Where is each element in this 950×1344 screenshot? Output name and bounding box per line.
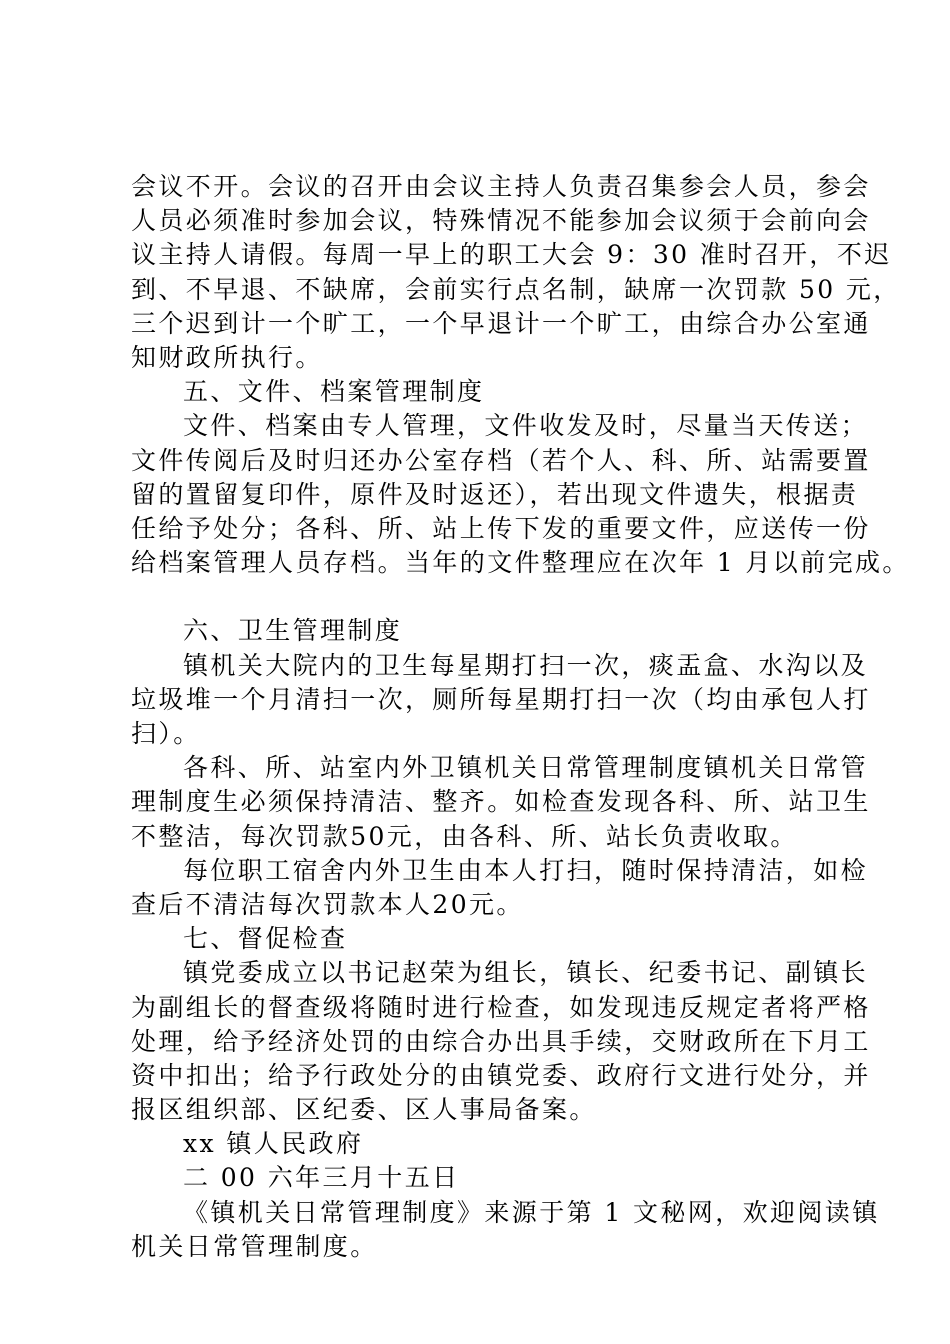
source-note-line: 机关日常管理制度。 — [131, 1231, 378, 1261]
section-heading-files: 五、文件、档案管理制度 — [183, 377, 485, 407]
paragraph-line: 理制度生必须保持清洁、整齐。如检查发现各科、所、站卫生 — [131, 787, 871, 817]
paragraph-line: 知财政所执行。 — [131, 342, 323, 372]
blank-line — [131, 580, 851, 614]
paragraph-line: 人员必须准时参加会议，特殊情况不能参加会议须于会前向会 — [131, 206, 871, 236]
paragraph-line: 文件、档案由专人管理，文件收发及时，尽量当天传送； — [183, 411, 869, 441]
paragraph-line: 到、不早退、不缺席，会前实行点名制，缺席一次罚款 50 元， — [131, 274, 901, 304]
paragraph-line: 为副组长的督查级将随时进行检查，如发现违反规定者将严格 — [131, 992, 871, 1022]
issuer-name: xx 镇人民政府 — [183, 1129, 364, 1159]
paragraph-line: 三个迟到计一个旷工，一个早退计一个旷工，由综合办公室通 — [131, 308, 871, 338]
paragraph-line: 处理，给予经济处罚的由综合办出具手续，交财政所在下月工 — [131, 1026, 871, 1056]
paragraph-line: 议主持人请假。每周一早上的职工大会 9：30 准时召开，不迟 — [131, 240, 892, 270]
paragraph-line: 任给予处分；各科、所、站上传下发的重要文件，应送传一份 — [131, 513, 871, 543]
paragraph-line: 报区组织部、区纪委、区人事局备案。 — [131, 1095, 597, 1125]
paragraph-line: 各科、所、站室内外卫镇机关日常管理制度镇机关日常管 — [183, 753, 869, 783]
paragraph-line: 给档案管理人员存档。当年的文件整理应在次年 1 月以前完成。 — [131, 548, 910, 578]
paragraph-line: 扫）。 — [131, 719, 201, 748]
paragraph-line: 镇党委成立以书记赵荣为组长，镇长、纪委书记、副镇长 — [183, 958, 869, 988]
issue-date: 二 00 六年三月十五日 — [183, 1163, 460, 1193]
paragraph-line: 镇机关大院内的卫生每星期打扫一次，痰盂盒、水沟以及 — [183, 650, 869, 680]
paragraph-line: 会议不开。会议的召开由会议主持人负责召集参会人员，参会 — [131, 172, 871, 201]
paragraph-line: 留的置留复印件，原件及时返还），若出现文件遗失，根据责 — [131, 479, 859, 509]
section-heading-inspection: 七、督促检查 — [183, 924, 348, 954]
paragraph-line: 资中扣出；给予行政处分的由镇党委、政府行文进行处分，并 — [131, 1060, 871, 1090]
source-note-line: 《镇机关日常管理制度》来源于第 1 文秘网，欢迎阅读镇 — [183, 1197, 880, 1227]
paragraph-line: 查后不清洁每次罚款本人20元。 — [131, 889, 524, 919]
paragraph-line: 不整洁，每次罚款50元，由各科、所、站长负责收取。 — [131, 821, 798, 851]
section-heading-hygiene: 六、卫生管理制度 — [183, 616, 403, 646]
paragraph-line: 垃圾堆一个月清扫一次，厕所每星期打扫一次（均由承包人打 — [131, 684, 871, 714]
paragraph-line: 每位职工宿舍内外卫生由本人打扫，随时保持清洁，如检 — [183, 855, 869, 885]
document-body — [131, 170, 910, 1264]
paragraph-line: 文件传阅后及时归还办公室存档（若个人、科、所、站需要置 — [131, 445, 871, 475]
